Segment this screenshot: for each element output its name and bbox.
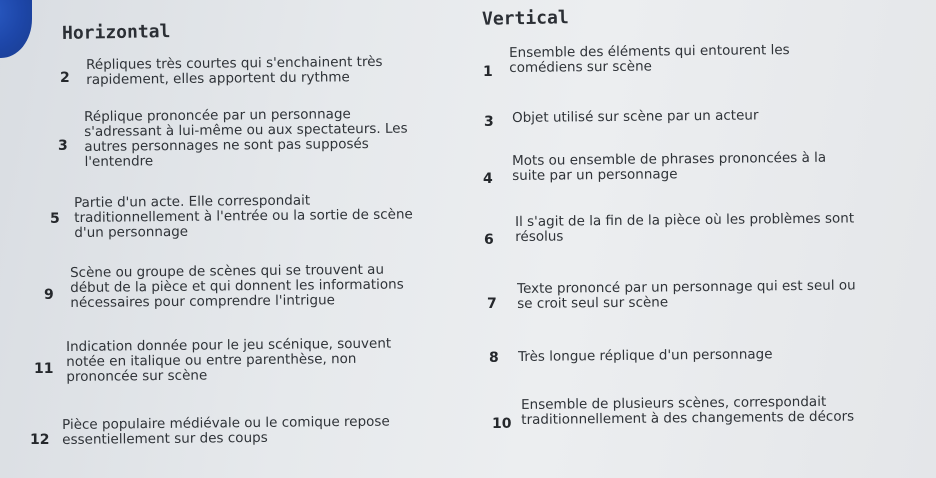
- horizontal-clue-text: Réplique prononcée par un personnage s'adressant à lui-même ou aux spectateurs. Les autres personnages ne sont pas supposés l'entendre: [83, 106, 408, 170]
- vertical-clue-text: Objet utilisé sur scène par un acteur: [511, 107, 759, 126]
- vertical-clue-number: 6: [484, 232, 494, 248]
- horizontal-clue-text: Partie d'un acte. Elle correspondait traditionnellement à l'entrée ou la sortie de scène d'un personnage: [73, 192, 413, 241]
- horizontal-clue-text: Scène ou groupe de scènes qui se trouvent au début de la pièce et qui donnent les informations nécessaires pour comprendre l'intrigue: [69, 261, 404, 311]
- horizontal-clue-number: 2: [60, 70, 70, 86]
- horizontal-clue-text: Répliques très courtes qui s'enchainent très rapidement, elles apportent du rythme: [85, 53, 383, 88]
- vertical-clue-number: 10: [492, 416, 512, 432]
- horizontal-clue-number: 11: [34, 361, 54, 377]
- vertical-clue-number: 3: [484, 114, 494, 130]
- vertical-clue-number: 4: [483, 171, 493, 187]
- horizontal-clue-number: 5: [50, 211, 60, 227]
- horizontal-heading: Horizontal: [61, 21, 171, 44]
- vertical-clue-text: Il s'agit de la fin de la pièce où les problèmes sont résolus: [514, 210, 855, 245]
- vertical-clue-text: Ensemble de plusieurs scènes, correspondait traditionnellement à des changements de décors: [520, 393, 855, 428]
- vertical-clue-text: Ensemble des éléments qui entourent les comédiens sur scène: [508, 42, 790, 76]
- vertical-clue-number: 7: [487, 296, 497, 312]
- horizontal-clue-number: 12: [30, 432, 50, 448]
- vertical-clue-number: 8: [489, 350, 499, 366]
- vertical-heading: Vertical: [481, 7, 569, 30]
- vertical-clue-text: Mots ou ensemble de phrases prononcées à la suite par un personnage: [511, 149, 827, 184]
- vertical-clue-text: Texte prononcé par un personnage qui est seul ou se croit seul sur scène: [516, 277, 856, 312]
- horizontal-clue-text: Pièce populaire médiévale ou le comique repose essentiellement sur des coups: [61, 413, 390, 448]
- vertical-clue-text: Très longue réplique d'un personnage: [517, 346, 773, 365]
- horizontal-clue-number: 3: [58, 138, 68, 154]
- horizontal-clue-number: 9: [44, 287, 54, 303]
- horizontal-clue-text: Indication donnée pour le jeu scénique, souvent notée en italique ou entre parenthèse, non prononcée sur scène: [65, 335, 392, 385]
- blue-corner-decoration: [0, 0, 32, 58]
- vertical-clue-number: 1: [483, 64, 493, 80]
